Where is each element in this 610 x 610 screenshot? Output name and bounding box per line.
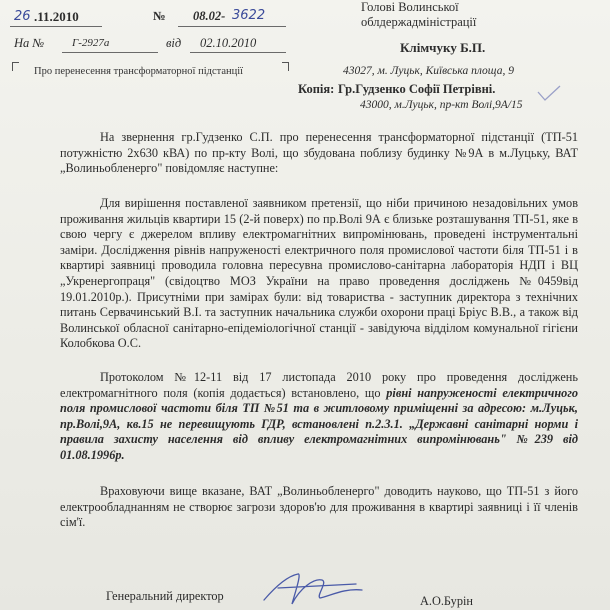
- paragraph-3-emphasis: рівні напруженості електричного поля промислової частоти біля ТП №51 та в житловому приміщенні за адресою: м.Луцьк, пр.Волі,9А, кв.15 не перевищують ГДР, встановлені п.2.3.1. „Державні санітарні норми і правила захисту населення від впливу електромагнітних випромінювань" №239 від 01.08.1996р.: [60, 385, 579, 462]
- copy-label: Копія:: [298, 82, 335, 96]
- date-handwritten: 26: [14, 9, 31, 24]
- ref-number: Г-2927а: [72, 37, 110, 49]
- paragraph-3-plain: Протоколом №12-11 від 17 листопада 2010 року про проведення досліджень електромагнітного поля (копія додається) встановлено, що: [60, 370, 578, 400]
- signatory-name: А.О.Бурін: [420, 594, 473, 608]
- addressee-name: Клімчуку Б.П.: [400, 40, 486, 55]
- copy-name: Гр.Гудзенко Софії Петрівні.: [338, 82, 496, 96]
- ref-from-label: від: [166, 36, 182, 50]
- number-underline: [178, 26, 286, 27]
- ref-label: На №: [14, 36, 45, 50]
- body-paragraph-4: [60, 484, 578, 531]
- body-paragraph-1: [60, 130, 578, 177]
- ref-number-underline: [62, 52, 158, 53]
- subject-bracket-left: [12, 62, 19, 71]
- paragraph-1-text: На звернення гр.Гудзенко С.П. про перенесення трансформаторної підстанції (ТП-51 потужністю 2х630 кВА) по пр-кту Волі, що збудована поблизу будинку №9А в м.Луцьку, ВАТ „Волиньобленерго" повідомляє наступне:: [60, 130, 578, 176]
- number-label: №: [153, 9, 166, 23]
- handwritten-signature: [258, 566, 378, 610]
- copy-address: 43000, м.Луцьк, пр-кт Волі,9А/15: [360, 99, 523, 111]
- paragraph-2-text: Для вирішення поставленої заявником претензії, що ніби причиною незадовільних умов проживання жильців квартири 15 (2-й поверх) по пр.Волі 9А є близьке розташування ТП-51, яке в свою чергу є джерелом впливу електромагнітних випромінювань, проведені інструментальні заміри. Дослідження рівнів напруженості електричного поля промислової частоти біля ТП-51 і в квартирі заявниці проводила головна пересувна промислово-санітарна лабораторія НДП і ВЦ „Укренергопраця" (свідоцтво МОЗ України на право проведення досліджень №0459від 19.01.2010р.). Присутніми при замірах були: від товариства - заступник директора з технічних питань Сервачинський В.І. та заступник начальника служби охорони праці Бріус В.В., а також від Волинської обласної санітарно-епідеміологічної станції - завідуюча відділом комунальної гігієни Колобкова О.С.: [60, 196, 578, 351]
- subject-bracket-right: [282, 62, 289, 71]
- date-printed: .11.2010: [34, 9, 79, 24]
- ref-date: 02.10.2010: [200, 36, 257, 50]
- date-underline: [10, 26, 102, 27]
- addressee-line-1: Голові Волинської: [361, 0, 459, 14]
- ref-date-underline: [190, 52, 286, 53]
- addressee-line-2: облдержадміністрації: [361, 15, 477, 29]
- signatory-title: Генеральний директор: [106, 589, 224, 603]
- addressee-address: 43027, м. Луцьк, Київська площа, 9: [343, 65, 514, 77]
- paragraph-4-text: Враховуючи вище вказане, ВАТ „Волиньобленерго" доводить науково, що ТП-51 з його електрообладнанням не створює загрози здоров'ю для проживання в квартирі заявниці і її членів сім'ї.: [60, 484, 578, 530]
- outgoing-number: 08.02-: [193, 9, 226, 23]
- body-paragraph-2: [60, 196, 578, 352]
- body-paragraph-3: [60, 370, 578, 464]
- outgoing-number-handwritten: 3622: [232, 8, 266, 23]
- checkmark-icon: [536, 84, 562, 104]
- paragraph-3-text: [60, 370, 578, 464]
- subject-line: Про перенесення трансформаторної підстанції: [34, 66, 244, 77]
